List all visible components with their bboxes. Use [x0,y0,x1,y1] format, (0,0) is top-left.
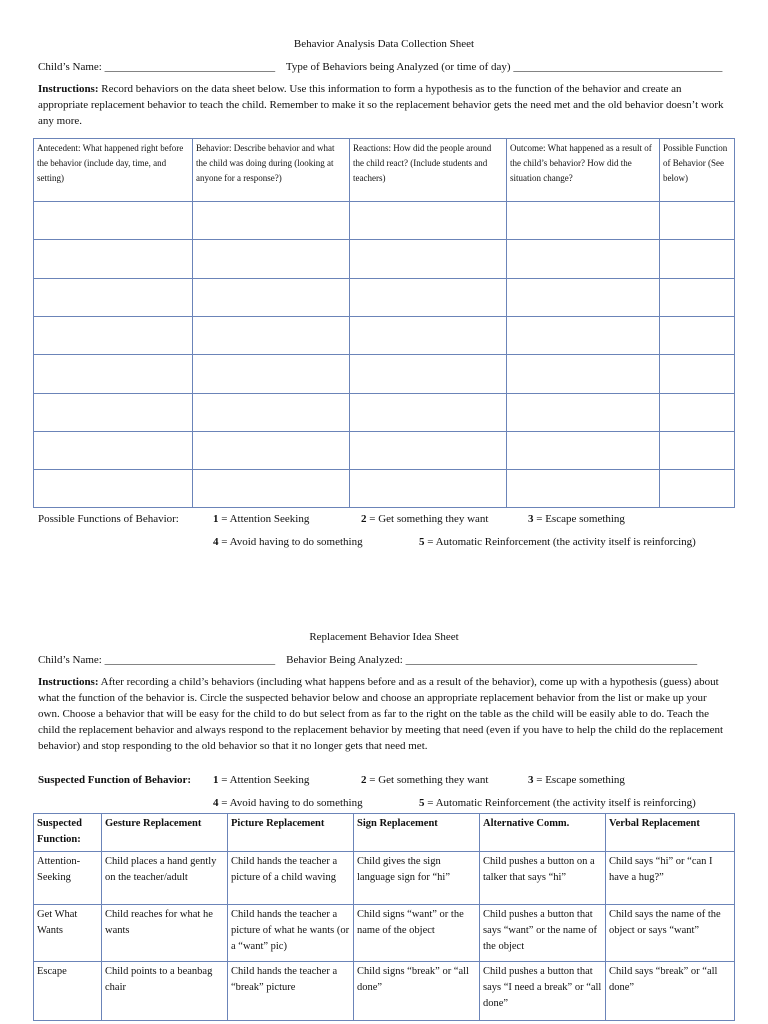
table-cell[interactable] [507,202,660,240]
function-1 [213,513,309,525]
table-cell[interactable] [660,240,735,279]
table-row [34,852,735,905]
table-row [34,202,735,240]
table-cell[interactable] [34,470,193,508]
table-cell[interactable] [350,355,507,394]
table-cell[interactable] [34,317,193,355]
table-cell[interactable] [34,394,193,432]
function-4-number: 4 [213,536,219,548]
function-5-number: 5 [419,536,425,548]
table-cell: Child pushes a button that says “I need a break” or “all done” [480,962,606,1021]
table-row [34,394,735,432]
table-cell[interactable] [660,470,735,508]
header-reactions: Reactions: How did the people around the child react? (Include students and teachers) [350,139,507,202]
function-3-number: 3 [528,774,534,786]
instructions-label: Instructions: [38,83,99,95]
type-label: Type of Behaviors being Analyzed (or time of day) [285,61,511,73]
suspected-function-label-text: Suspected Function of Behavior: [38,774,192,786]
header-verbal: Verbal Replacement [606,814,735,852]
childs-name-label: Child’s Name: [38,61,102,73]
table-cell[interactable] [193,432,350,470]
table-cell[interactable] [507,355,660,394]
table-cell[interactable] [660,432,735,470]
function-3-text: = Escape something [536,774,625,786]
suspected-function-5 [419,797,696,809]
table-cell[interactable] [350,317,507,355]
table-cell[interactable] [660,202,735,240]
table-row [34,317,735,355]
table-cell: Attention-Seeking [34,852,102,905]
table-cell[interactable] [34,240,193,279]
table-cell: Child pushes a button on a talker that says “hi” [480,852,606,905]
table-cell: Child reaches for what he wants [102,905,228,962]
table-cell: Child places a hand gently on the teacher/adult [102,852,228,905]
table-cell[interactable] [507,317,660,355]
childs-name-label: Child’s Name: [38,654,102,666]
table-row [34,470,735,508]
table-cell: Child hands the teacher a picture of a child waving [228,852,354,905]
function-2-text: = Get something they want [369,513,489,525]
table-cell[interactable] [350,240,507,279]
header-gesture: Gesture Replacement [102,814,228,852]
table-cell[interactable] [193,240,350,279]
function-2-text: = Get something they want [369,774,489,786]
table-cell: Child points to a beanbag chair [102,962,228,1021]
table-cell: Child signs “want” or the name of the object [354,905,480,962]
function-4-number: 4 [213,797,219,809]
table-cell[interactable] [34,202,193,240]
function-2-number: 2 [361,774,367,786]
header-suspected-function: Suspected Function: [34,814,102,852]
table-cell[interactable] [193,355,350,394]
table-row [34,279,735,317]
function-1-number: 1 [213,774,219,786]
function-1-text: = Attention Seeking [221,774,310,786]
sheet1-title: Behavior Analysis Data Collection Sheet [293,38,475,50]
function-5-text: = Automatic Reinforcement (the activity itself is reinforcing) [427,536,696,548]
table-row [34,962,735,1021]
table-cell[interactable] [350,279,507,317]
table-cell: Child gives the sign language sign for “hi” [354,852,480,905]
table-cell[interactable] [660,394,735,432]
function-2 [361,513,489,525]
table-cell[interactable] [34,432,193,470]
function-3 [528,513,625,525]
function-3-text: = Escape something [536,513,625,525]
table-cell[interactable] [507,240,660,279]
table-row [34,432,735,470]
table-cell[interactable] [350,394,507,432]
table-cell: Child hands the teacher a “break” picture [228,962,354,1021]
function-5 [419,536,696,548]
suspected-function-4 [213,797,363,809]
header-antecedent: Antecedent: What happened right before the behavior (include day, time, and setting) [34,139,193,202]
function-1-text: = Attention Seeking [221,513,310,525]
table-cell: Child says “break” or “all done” [606,962,735,1021]
table-cell: Child says the name of the object or says “want” [606,905,735,962]
header-sign: Sign Replacement [354,814,480,852]
sheet1-name-line [38,61,722,73]
instructions-text: Record behaviors on the data sheet below. Use this information to form a hypothesis as to the function of the behavior and create an appropriate replacement behavior to teach the child. Remember to make it so the replacement behavior gets the need met and the old behavior doesn’t work any more. [38,83,724,127]
table-cell[interactable] [193,279,350,317]
table-cell[interactable] [660,279,735,317]
function-5-text: = Automatic Reinforcement (the activity itself is reinforcing) [427,797,696,809]
behavior-field[interactable]: _____________________________________________________ [405,654,698,666]
header-alternative-comm: Alternative Comm. [480,814,606,852]
table-cell[interactable] [507,432,660,470]
table-cell[interactable] [193,470,350,508]
function-4 [213,536,363,548]
function-4-text: = Avoid having to do something [221,536,363,548]
suspected-function-1 [213,774,309,786]
instructions-label: Instructions: [38,676,99,688]
table-cell[interactable] [193,202,350,240]
type-field[interactable]: ______________________________________ [513,61,723,73]
table-cell: Child signs “break” or “all done” [354,962,480,1021]
childs-name-field[interactable]: _______________________________ [104,61,276,73]
table-cell: Child says “hi” or “can I have a hug?” [606,852,735,905]
table-cell[interactable] [350,202,507,240]
functions-label: Possible Functions of Behavior: [38,513,179,525]
sheet2-name-line [38,654,697,666]
table-row [34,905,735,962]
function-3-number: 3 [528,513,534,525]
suspected-function-2 [361,774,489,786]
table-cell[interactable] [660,317,735,355]
table-cell[interactable] [507,470,660,508]
table-cell: Get What Wants [34,905,102,962]
table-cell[interactable] [660,355,735,394]
table-cell[interactable] [193,394,350,432]
function-1-number: 1 [213,513,219,525]
table-cell[interactable] [34,355,193,394]
function-4-text: = Avoid having to do something [221,797,363,809]
childs-name-field[interactable]: _______________________________ [104,654,276,666]
table-cell[interactable] [507,394,660,432]
replacement-behavior-table [33,813,735,1021]
sheet1-instructions [38,81,728,129]
suspected-function-label [38,774,191,786]
header-function: Possible Function of Behavior (See below) [660,139,735,202]
table-cell[interactable] [350,470,507,508]
table-cell: Escape [34,962,102,1021]
sheet2-title: Replacement Behavior Idea Sheet [309,631,459,643]
suspected-function-3 [528,774,625,786]
function-2-number: 2 [361,513,367,525]
table-cell: Child hands the teacher a picture of what he wants (or a “want” pic) [228,905,354,962]
table-row [34,355,735,394]
table-cell: Child pushes a button that says “want” or the name of the object [480,905,606,962]
data-collection-table [33,138,735,508]
function-5-number: 5 [419,797,425,809]
header-behavior: Behavior: Describe behavior and what the child was doing during (looking at anyone for a response?) [193,139,350,202]
header-picture: Picture Replacement [228,814,354,852]
instructions-text: After recording a child’s behaviors (including what happens before and as a result of the behavior), come up with a hypothesis (guess) about what the function of the behavior is. Circle the suspected behavior below and choose an appropriate replacement behavior from the list or make up your own. Choose a behavior that will be easy for the child to do but select from as far to the right on the table as the child will be easily able to do. Teach the child the replacement behavior and always respond to the replacement behavior by meeting that need (even if you have to help the child do the replacement behavior) and stop responding to the old behavior so that it no longer gets that need met. [38,676,724,752]
table-cell[interactable] [34,279,193,317]
table-cell[interactable] [193,317,350,355]
behavior-label: Behavior Being Analyzed: [286,654,403,666]
table-cell[interactable] [507,279,660,317]
table-row [34,240,735,279]
table-cell[interactable] [350,432,507,470]
sheet2-instructions [38,674,728,754]
header-outcome: Outcome: What happened as a result of the child’s behavior? How did the situation change? [507,139,660,202]
